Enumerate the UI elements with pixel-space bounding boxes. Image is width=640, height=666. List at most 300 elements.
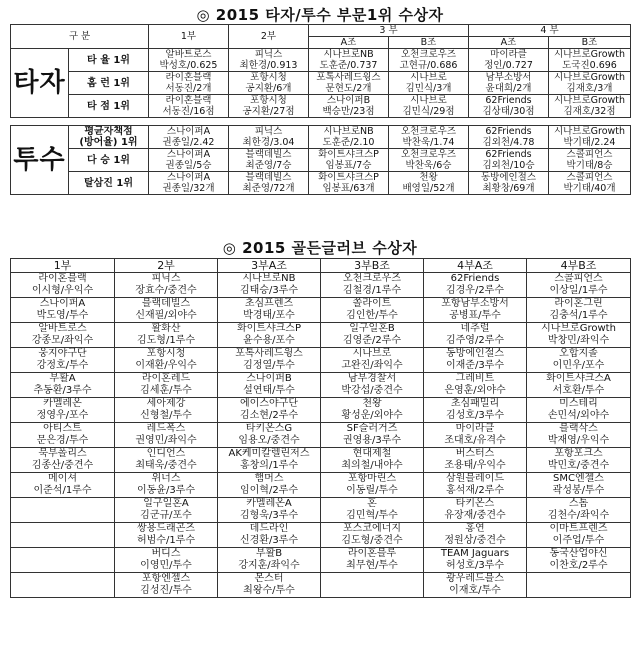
gg-winner-cell — [11, 473, 115, 498]
team-name: 알바트로스 — [165, 49, 212, 60]
stat-label-line: (방어율) 1위 — [79, 137, 138, 148]
batter-winner-cell — [549, 49, 631, 72]
player-position: 강종모/좌익수 — [31, 335, 94, 346]
player-position: 이찬호/2루수 — [549, 560, 608, 571]
gg-winner-cell — [321, 448, 424, 473]
team-name: 스톰 — [568, 498, 589, 509]
gg-winner-cell — [527, 473, 631, 498]
team-name: 위너스 — [151, 473, 181, 484]
player-position: 김태승/3루수 — [239, 285, 299, 296]
team-name: 시나브로Growth — [541, 323, 616, 334]
player-stat: 박찬욱/1.74 — [402, 137, 455, 148]
stat-label-line: 홈 런 1위 — [87, 77, 130, 89]
team-name: 일구일혼B — [349, 323, 395, 334]
player-position: 이재환/우익수 — [135, 360, 197, 371]
player-stat: 박기태/2.24 — [563, 137, 616, 148]
player-position: 이재호/투수 — [449, 585, 501, 596]
team-name: 시나브로Growth — [553, 95, 626, 106]
gg-winner-cell — [218, 298, 321, 323]
player-position: 김성호/3루수 — [445, 410, 505, 421]
player-position: 허범수/1루수 — [136, 535, 196, 546]
player-stat: 최한경/3.04 — [242, 137, 295, 148]
player-position: 신재필/외야수 — [135, 310, 197, 321]
gg-winner-cell — [218, 323, 321, 348]
team-name: 데드라인 — [249, 523, 289, 534]
player-position: 홍창의/1루수 — [239, 460, 299, 471]
batter-winner-cell — [469, 95, 549, 118]
gg-winner-cell — [115, 373, 218, 398]
gg-winner-cell — [115, 298, 218, 323]
gg-winner-cell — [321, 298, 424, 323]
team-name: 스나이퍼B — [246, 373, 292, 384]
gg-header-cell: 4부A조 — [424, 259, 527, 273]
awards-title: ◎ 2015 타자/투수 부문1위 수상자 — [196, 6, 444, 24]
team-name: 남부소방서 — [485, 72, 532, 83]
team-name: 스콜피언스 — [554, 273, 603, 284]
team-name: 시나브로 — [410, 95, 447, 106]
gg-winner-cell — [218, 273, 321, 298]
gg-winner-cell — [424, 523, 527, 548]
team-name: 버디스 — [151, 548, 181, 559]
team-name: 포항포크스 — [554, 448, 603, 459]
team-name: 이마트프렌즈 — [549, 523, 608, 534]
stat-label-line: 다 승 1위 — [87, 154, 130, 166]
player-stat: 최한경/0.913 — [239, 60, 298, 71]
player-stat: 김민식/29점 — [402, 106, 455, 117]
gg-winner-cell — [218, 373, 321, 398]
player-stat: 고현규/0.686 — [399, 60, 458, 71]
team-name: 포항시청 — [250, 95, 287, 106]
player-stat: 도훈준/0.737 — [319, 60, 378, 71]
player-position: 최의철/내야수 — [341, 460, 403, 471]
team-name: 네추럴 — [460, 323, 490, 334]
team-name: 카멜레온A — [246, 498, 292, 509]
team-name: 스나이퍼A — [166, 172, 211, 183]
player-position: 김성진/투수 — [140, 585, 192, 596]
gg-winner-cell — [218, 523, 321, 548]
player-stat: 서동진/2개 — [165, 83, 212, 94]
gg-winner-cell — [115, 398, 218, 423]
team-name: 에이스야구단 — [240, 398, 298, 409]
team-name: 피닉스 — [151, 273, 181, 284]
pitcher-stat-label — [69, 149, 149, 172]
gg-winner-cell — [218, 348, 321, 373]
player-position: 박재영/우익수 — [547, 435, 610, 446]
pitcher-winner-cell — [549, 126, 631, 149]
pitcher-winner-cell — [549, 172, 631, 195]
gg-winner-cell — [11, 423, 115, 448]
player-stat: 윤대희/2개 — [485, 83, 532, 94]
team-name: 부활A — [49, 373, 76, 384]
batter-winner-cell — [149, 72, 229, 95]
player-position: 이상일/1루수 — [549, 285, 608, 296]
pitcher-winner-cell — [389, 149, 469, 172]
batter-stat-label — [69, 49, 149, 72]
player-position: 이재준/3루수 — [445, 360, 505, 371]
team-name: 동방에인절스 — [480, 172, 537, 183]
player-position: 박경태/포수 — [243, 310, 295, 321]
player-position: 최무현/투수 — [346, 560, 398, 571]
team-name: 화이트샤크스P — [237, 323, 301, 334]
player-position: 김세훈/투수 — [140, 385, 192, 396]
gg-winner-cell — [527, 298, 631, 323]
gg-header-cell: 3부A조 — [218, 259, 321, 273]
player-stat: 서동진/16점 — [162, 106, 215, 117]
batter-winner-cell — [389, 49, 469, 72]
gg-winner-cell — [424, 373, 527, 398]
team-name: 홍연 — [465, 523, 485, 534]
pitcher-winner-cell — [229, 172, 309, 195]
player-position: 김도형/중견수 — [341, 535, 403, 546]
gg-winner-cell — [424, 498, 527, 523]
gg-row — [11, 448, 631, 473]
gg-winner-cell — [321, 273, 424, 298]
team-name: 시나브로NB — [323, 49, 374, 60]
team-name: 포톡사레드윙스 — [235, 348, 303, 359]
player-stat: 김재호/32점 — [563, 106, 616, 117]
gg-winner-cell — [424, 448, 527, 473]
team-name: 시나브로NB — [323, 126, 374, 137]
player-stat: 문현도/2개 — [325, 83, 372, 94]
stat-label-line: 평균자책점 — [84, 126, 133, 137]
gg-winner-cell — [527, 573, 631, 598]
pitcher-winner-cell — [229, 149, 309, 172]
gg-winner-cell — [321, 573, 424, 598]
header-div4: 4 부 — [469, 25, 631, 37]
team-name: 라이혼그린 — [554, 298, 603, 309]
team-name: 라이혼블랙 — [165, 72, 212, 83]
gg-winner-cell — [218, 398, 321, 423]
player-position: 최왕수/투수 — [243, 585, 295, 596]
gg-winner-cell — [424, 423, 527, 448]
player-position: 최태욱/중견수 — [135, 460, 197, 471]
gg-winner-cell — [321, 373, 424, 398]
player-position: 윤수용/포수 — [243, 335, 295, 346]
team-name: 화이트샤크스P — [318, 149, 379, 160]
player-position: 김종산/중견수 — [31, 460, 94, 471]
team-name: 인디언스 — [146, 448, 186, 459]
player-stat: 공지환/27점 — [242, 106, 295, 117]
player-position: 서호환/투수 — [552, 385, 605, 396]
team-name: 버스터스 — [455, 448, 495, 459]
gg-winner-cell — [527, 548, 631, 573]
player-position: 강지훈/좌익수 — [238, 560, 300, 571]
team-name: 라이혼레드 — [141, 373, 191, 384]
gg-winner-cell — [11, 498, 115, 523]
team-name: 몬스터 — [254, 573, 284, 584]
player-position: 유장재/중견수 — [444, 510, 506, 521]
stat-label-line: 타 점 1위 — [87, 100, 130, 112]
player-stat: 김민식/3개 — [405, 83, 452, 94]
stat-label-line: 타 율 1위 — [87, 54, 130, 66]
gg-winner-cell — [527, 323, 631, 348]
team-name: 포항마린스 — [347, 473, 397, 484]
gg-winner-cell — [527, 423, 631, 448]
player-position: 공병표/투수 — [449, 310, 501, 321]
player-position: 김천수/좌익수 — [547, 510, 610, 521]
gg-row — [11, 548, 631, 573]
player-position: 고완진/좌익수 — [341, 360, 403, 371]
pitcher-row — [11, 172, 631, 195]
player-position: 문은경/투수 — [36, 435, 89, 446]
gg-winner-cell — [527, 273, 631, 298]
player-stat: 배영일/52개 — [402, 183, 455, 194]
gg-winner-cell — [321, 348, 424, 373]
team-name: 스나이퍼A — [166, 149, 211, 160]
pitcher-row — [11, 126, 631, 149]
gg-winner-cell — [424, 473, 527, 498]
gg-winner-cell — [11, 348, 115, 373]
player-position: 김군규/포수 — [140, 510, 192, 521]
header-group-d4b: B조 — [549, 37, 631, 49]
gg-winner-cell — [218, 423, 321, 448]
pitcher-winner-cell — [149, 149, 229, 172]
player-position: 김충석/1루수 — [549, 310, 608, 321]
header-div3: 3 부 — [309, 25, 469, 37]
team-name: 일구일혼A — [143, 498, 189, 509]
team-name: 삼원블레이드 — [446, 473, 504, 484]
pitcher-winner-cell — [389, 126, 469, 149]
team-name: 카멜레온 — [43, 398, 82, 409]
gap-cell — [11, 118, 631, 126]
batter-winner-cell — [229, 95, 309, 118]
team-name: 피닉스 — [254, 49, 283, 60]
golden-glove-table — [10, 258, 631, 598]
team-name: 62Friends — [485, 95, 532, 106]
player-position: 이동윤/3루수 — [136, 485, 196, 496]
team-name: 미스테리 — [559, 398, 598, 409]
batter-winner-cell — [149, 95, 229, 118]
batter-row — [11, 49, 631, 72]
team-name: 오천크로우즈 — [343, 273, 401, 284]
team-name: 포항시청 — [146, 348, 186, 359]
pitcher-winner-cell — [309, 126, 389, 149]
gg-winner-cell — [424, 273, 527, 298]
player-position: 박도영/투수 — [36, 310, 89, 321]
pitcher-row — [11, 149, 631, 172]
gg-winner-cell — [424, 323, 527, 348]
batter-winner-cell — [149, 49, 229, 72]
player-position: 이민우/포수 — [552, 360, 605, 371]
pitcher-winner-cell — [309, 172, 389, 195]
gg-winner-cell — [527, 373, 631, 398]
gg-row — [11, 498, 631, 523]
pitcher-winner-cell — [469, 149, 549, 172]
gg-row — [11, 348, 631, 373]
gg-winner-cell — [11, 548, 115, 573]
player-position: 이주업/투수 — [552, 535, 605, 546]
player-stat: 박찬욱/6승 — [405, 160, 452, 171]
section-gap — [11, 118, 631, 126]
header-group-d3a: A조 — [309, 37, 389, 49]
gg-winner-cell — [115, 423, 218, 448]
team-name: 마이라클 — [490, 49, 527, 60]
gg-winner-cell — [527, 348, 631, 373]
player-position: 조용태/우익수 — [444, 460, 506, 471]
header-group-d4a: A조 — [469, 37, 549, 49]
player-position: 홍석재/2루수 — [445, 485, 505, 496]
gg-header-cell: 2부 — [115, 259, 218, 273]
team-name: 활화산 — [151, 323, 181, 334]
batter-row — [11, 72, 631, 95]
player-position: 추동환/3루수 — [33, 385, 92, 396]
gg-winner-cell — [11, 323, 115, 348]
gg-winner-cell — [321, 523, 424, 548]
team-name: 쫄라이트 — [352, 298, 392, 309]
team-name: 마이라클 — [455, 423, 495, 434]
team-name: AK케미칼렐린저스 — [228, 448, 310, 459]
gg-winner-cell — [115, 573, 218, 598]
batter-winner-cell — [469, 49, 549, 72]
player-position: 은영훈/외야수 — [444, 385, 506, 396]
gg-winner-cell — [527, 498, 631, 523]
team-name: 타키온스 — [455, 498, 495, 509]
batter-winner-cell — [549, 95, 631, 118]
gg-winner-cell — [115, 523, 218, 548]
gg-row — [11, 323, 631, 348]
gg-winner-cell — [424, 573, 527, 598]
header-div1: 1부 — [149, 25, 229, 49]
pitcher-winner-cell — [309, 149, 389, 172]
team-name: 동방에인절스 — [446, 348, 504, 359]
player-stat: 김외천/10승 — [482, 160, 535, 171]
player-stat: 도국진0.696 — [562, 60, 617, 71]
team-name: 스나이퍼A — [39, 298, 86, 309]
player-stat: 정인/0.727 — [484, 60, 533, 71]
team-name: 아티스트 — [43, 423, 82, 434]
team-name: 62Friends — [485, 149, 532, 160]
gg-winner-cell — [424, 398, 527, 423]
batter-stat-label — [69, 95, 149, 118]
player-stat: 최준영/7승 — [245, 160, 292, 171]
player-stat: 김재호/3개 — [566, 83, 613, 94]
batter-winner-cell — [229, 72, 309, 95]
batter-winner-cell — [389, 72, 469, 95]
gg-winner-cell — [11, 298, 115, 323]
gg-winner-cell — [321, 548, 424, 573]
gg-winner-cell — [218, 448, 321, 473]
header-gubun: 구 분 — [11, 25, 149, 49]
pitcher-winner-cell — [549, 149, 631, 172]
header-group-d3b: B조 — [389, 37, 469, 49]
player-position: 김인한/투수 — [346, 310, 398, 321]
team-name: 포톡사레드윙스 — [316, 72, 381, 83]
team-name: 천왕 — [419, 172, 438, 183]
gg-winner-cell — [11, 448, 115, 473]
gg-header-cell: 3부B조 — [321, 259, 424, 273]
player-position: 황성운/외야수 — [341, 410, 403, 421]
player-position: 김소현/2루수 — [239, 410, 299, 421]
team-name: TEAM Jaguars — [440, 548, 510, 559]
header-row — [11, 25, 631, 37]
team-name: 포항엔젤스 — [141, 573, 191, 584]
team-name: 동국산업야신 — [549, 548, 608, 559]
gg-winner-cell — [218, 473, 321, 498]
pitcher-stat-label — [69, 172, 149, 195]
player-position: 박민호/중견수 — [547, 460, 610, 471]
player-position: 박강섭/중견수 — [341, 385, 403, 396]
team-name: 햄머스 — [254, 473, 284, 484]
gg-winner-cell — [218, 548, 321, 573]
category-leaders-table — [10, 24, 631, 195]
player-position: 신형철/투수 — [140, 410, 192, 421]
player-position: 이영민/투수 — [140, 560, 192, 571]
team-name: 부활B — [255, 548, 283, 559]
player-stat: 박기태/8승 — [566, 160, 613, 171]
player-position: 설연태/투수 — [243, 385, 295, 396]
team-name: 메이셔 — [48, 473, 77, 484]
team-name: 시나브로Growth — [553, 49, 626, 60]
player-position: 김정열/투수 — [243, 360, 295, 371]
gg-winner-cell — [321, 423, 424, 448]
gg-winner-cell — [115, 273, 218, 298]
player-position: 권영민/좌익수 — [135, 435, 197, 446]
team-name: 스콜피언스 — [566, 172, 613, 183]
team-name: 라이혼블랙 — [38, 273, 87, 284]
team-name: 블랙데빌스 — [141, 298, 191, 309]
player-position: 박창민/좌익수 — [547, 335, 610, 346]
player-position: 김영준/2루수 — [342, 335, 402, 346]
team-name: 스나이퍼B — [326, 95, 371, 106]
gg-winner-cell — [11, 373, 115, 398]
team-name: 광우레드블스 — [446, 573, 504, 584]
gg-header-cell: 1부 — [11, 259, 115, 273]
pitcher-category: 투수 — [11, 126, 69, 195]
gg-winner-cell — [424, 348, 527, 373]
player-position: 정영우/포수 — [36, 410, 89, 421]
pitcher-stat-label — [69, 126, 149, 149]
gg-winner-cell — [321, 398, 424, 423]
pitcher-winner-cell — [149, 172, 229, 195]
player-stat: 김외천/4.78 — [482, 137, 535, 148]
gg-row — [11, 473, 631, 498]
player-position: 손민석/외야수 — [547, 410, 610, 421]
team-name: 레드폭스 — [146, 423, 186, 434]
gg-row — [11, 373, 631, 398]
gg-row — [11, 398, 631, 423]
team-name: 그레비트 — [455, 373, 495, 384]
gg-winner-cell — [527, 398, 631, 423]
team-name: 화이트샤크스A — [546, 373, 611, 384]
player-stat: 박성호/0.625 — [159, 60, 218, 71]
team-name: 62Friends — [450, 273, 500, 284]
gg-row — [11, 423, 631, 448]
player-stat: 임봉표/63개 — [322, 183, 375, 194]
batter-winner-cell — [389, 95, 469, 118]
team-name: 화이트샤크스P — [318, 172, 379, 183]
player-position: 김주영/2루수 — [445, 335, 505, 346]
player-position: 김경우/2루수 — [445, 285, 505, 296]
pitcher-winner-cell — [469, 126, 549, 149]
batter-category: 타자 — [11, 49, 69, 118]
gg-winner-cell — [115, 473, 218, 498]
gg-winner-cell — [321, 498, 424, 523]
player-position: 이시형/우익수 — [31, 285, 94, 296]
team-name: 시나브로Growth — [553, 72, 626, 83]
gg-winner-cell — [321, 323, 424, 348]
gg-row — [11, 298, 631, 323]
team-name: 북부폴리스 — [38, 448, 87, 459]
gg-winner-cell — [218, 573, 321, 598]
team-name: 피닉스 — [254, 126, 283, 137]
team-name: 오천크로우즈 — [400, 49, 457, 60]
team-name: 블랙삭스 — [559, 423, 598, 434]
team-name: 시나브로 — [352, 348, 392, 359]
gg-winner-cell — [321, 473, 424, 498]
player-stat: 권종일/5승 — [165, 160, 212, 171]
golden-glove-title: ◎ 2015 골든글러브 수상자 — [222, 239, 418, 257]
team-name: 62Friends — [485, 126, 532, 137]
